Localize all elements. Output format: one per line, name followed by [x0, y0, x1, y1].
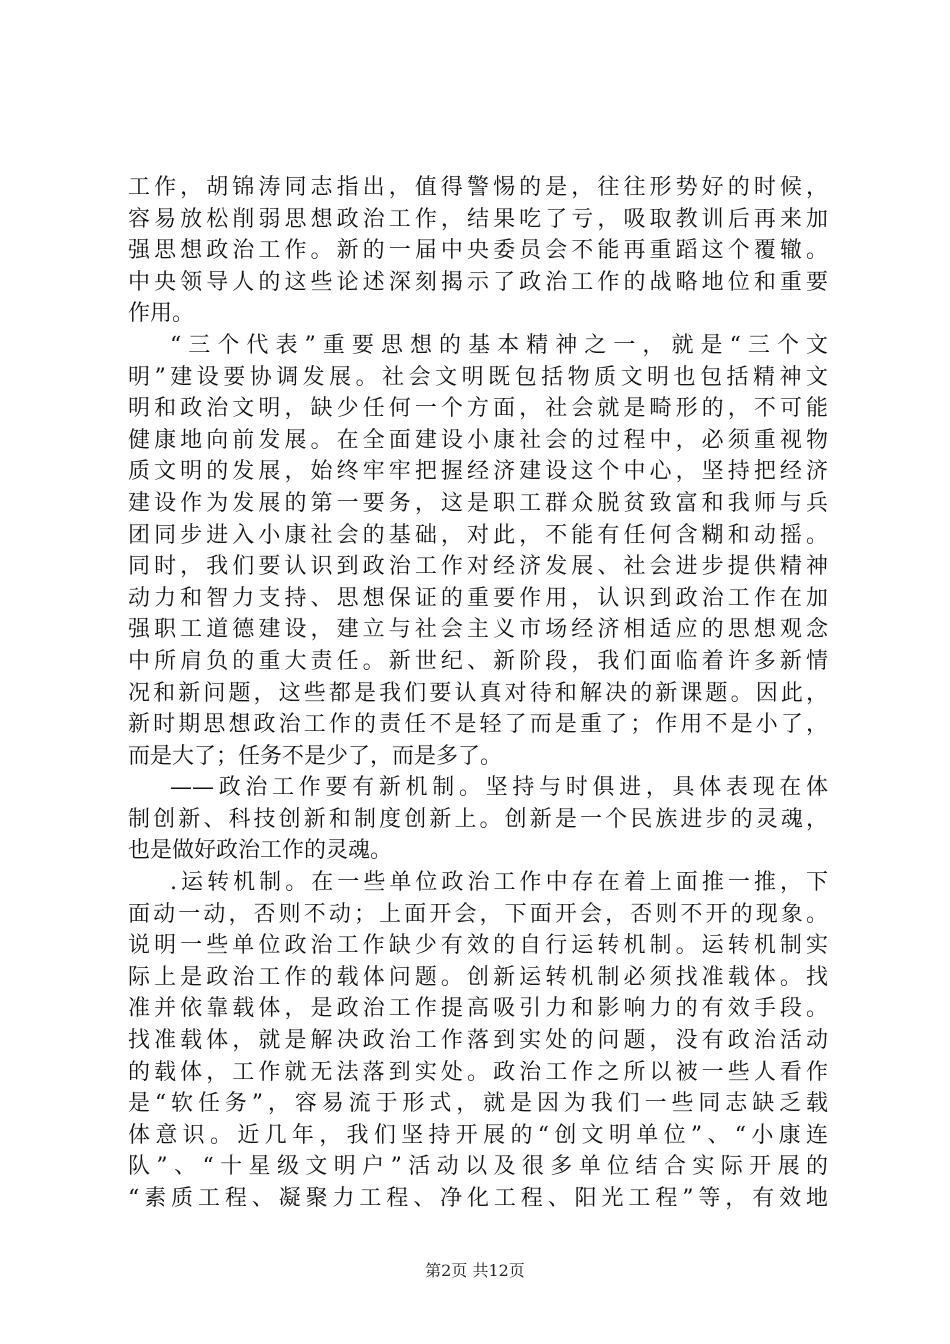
text-line: 准并依靠载体，是政治工作提高吸引力和影响力的有效手段。	[128, 996, 828, 1022]
text-line: 说明一些单位政治工作缺少有效的自行运转机制。运转机制实	[128, 933, 828, 959]
text-line: 容易放松削弱思想政治工作，结果吃了亏，吸取教训后再来加	[128, 206, 828, 232]
text-line: 动力和智力支持、思想保证的重要作用，认识到政治工作在加	[128, 585, 828, 611]
text-line: 中央领导人的这些论述深刻揭示了政治工作的战略地位和重要	[128, 269, 828, 295]
text-line: 而是大了；任务不是少了，而是多了。	[128, 743, 503, 769]
text-line: 强思想政治工作。新的一届中央委员会不能再重蹈这个覆辙。	[128, 238, 828, 264]
text-line: 强职工道德建设，建立与社会主义市场经济相适应的思想观念	[128, 617, 828, 643]
body-text	[128, 172, 828, 1215]
text-line: ——政治工作要有新机制。坚持与时俱进，具体表现在体	[170, 775, 828, 801]
text-line: 明和政治文明，缺少任何一个方面，社会就是畸形的，不可能	[128, 396, 828, 422]
text-line: 作用。	[128, 301, 195, 327]
text-line: 制创新、科技创新和制度创新上。创新是一个民族进步的灵魂，	[128, 806, 828, 832]
text-line: 明”建设要协调发展。社会文明既包括物质文明也包括精神文	[128, 364, 828, 390]
text-line: 际上是政治工作的载体问题。创新运转机制必须找准载体。找	[128, 964, 828, 990]
text-line: 的载体，工作就无法落到实处。政治工作之所以被一些人看作	[128, 1059, 828, 1085]
text-line: .运转机制。在一些单位政治工作中存在着上面推一推，下	[170, 870, 828, 896]
text-line: 况和新问题，这些都是我们要认真对待和解决的新课题。因此，	[128, 680, 828, 706]
text-line: 是“软任务”，容易流于形式，就是因为我们一些同志缺乏载	[128, 1091, 828, 1117]
text-line: 工作，胡锦涛同志指出，值得警惕的是，往往形势好的时候，	[128, 175, 828, 200]
text-line: 面动一动，否则不动；上面开会，下面开会，否则不开的现象。	[128, 901, 828, 927]
text-line: 也是做好政治工作的灵魂。	[128, 838, 393, 864]
text-line: 健康地向前发展。在全面建设小康社会的过程中，必须重视物	[128, 427, 828, 453]
text-line: 新时期思想政治工作的责任不是轻了而是重了；作用不是小了，	[128, 712, 828, 738]
text-line: 团同步进入小康社会的基础，对此，不能有任何含糊和动摇。	[128, 522, 828, 548]
text-line: 找准载体，就是解决政治工作落到实处的问题，没有政治活动	[128, 1028, 828, 1054]
text-line: 质文明的发展，始终牢牢把握经济建设这个中心，坚持把经济	[128, 459, 828, 485]
text-line: 中所肩负的重大责任。新世纪、新阶段，我们面临着许多新情	[128, 648, 828, 674]
page-footer: 第2页 共12页	[425, 1261, 525, 1280]
text-line: “素质工程、凝聚力工程、净化工程、阳光工程”等，有效地	[128, 1186, 828, 1211]
text-line: 建设作为发展的第一要务，这是职工群众脱贫致富和我师与兵	[128, 490, 828, 516]
text-line: 体意识。近几年，我们坚持开展的“创文明单位”、“小康连	[128, 1122, 828, 1148]
text-line: 同时，我们要认识到政治工作对经济发展、社会进步提供精神	[128, 554, 828, 580]
text-line: “三个代表”重要思想的基本精神之一，就是“三个文	[170, 332, 828, 358]
text-line: 队”、“十星级文明户”活动以及很多单位结合实际开展的	[128, 1154, 828, 1180]
